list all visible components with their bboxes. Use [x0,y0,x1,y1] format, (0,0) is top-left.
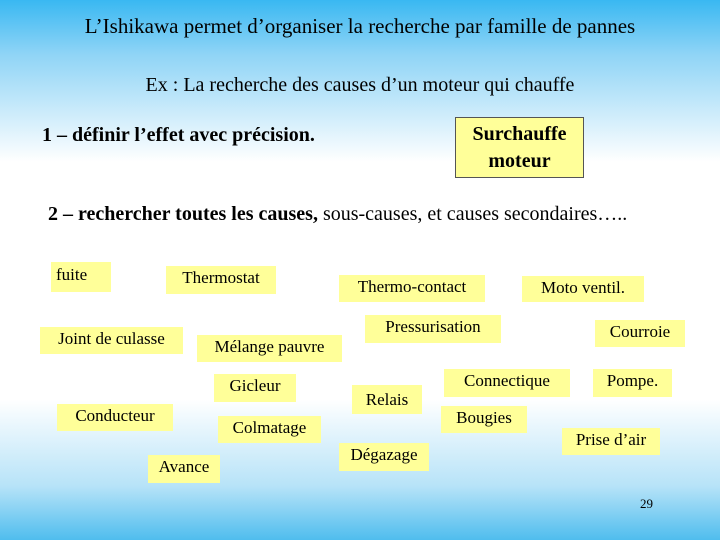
cause-relais: Relais [352,385,422,414]
cause-thermostat: Thermostat [166,266,276,294]
slide-title: L’Ishikawa permet d’organiser la recherche par famille de pannes [84,14,636,38]
cause-degazage: Dégazage [339,443,429,471]
cause-moto-ventil: Moto ventil. [522,276,644,302]
effect-box [455,117,584,178]
step-1-text: 1 – définir l’effet avec précision. [42,124,315,146]
cause-pressurisation: Pressurisation [365,315,501,343]
page-number: 29 [640,496,653,511]
cause-courroie: Courroie [595,320,685,347]
cause-colmatage: Colmatage [218,416,321,443]
cause-conducteur: Conducteur [57,404,173,431]
step-2-bold: 2 – rechercher toutes les causes, [48,203,318,225]
cause-thermo-contact: Thermo-contact [339,275,485,302]
cause-bougies: Bougies [441,406,527,433]
step-2-text [48,201,668,227]
cause-gicleur: Gicleur [214,374,296,402]
step-2-rest: sous-causes, et causes secondaires….. [317,203,628,225]
effect-line-2: moteur [488,150,551,172]
cause-melange-pauvre: Mélange pauvre [197,335,342,362]
cause-connectique: Connectique [444,369,570,397]
cause-prise-air: Prise d’air [562,428,660,455]
cause-avance: Avance [148,455,220,483]
cause-pompe: Pompe. [593,369,672,397]
effect-line-1: Surchauffe [472,123,567,145]
slide-subtitle: Ex : La recherche des causes d’un moteur qui chauffe [145,74,575,96]
cause-joint-culasse: Joint de culasse [40,327,183,354]
cause-fuite: fuite [51,262,111,292]
